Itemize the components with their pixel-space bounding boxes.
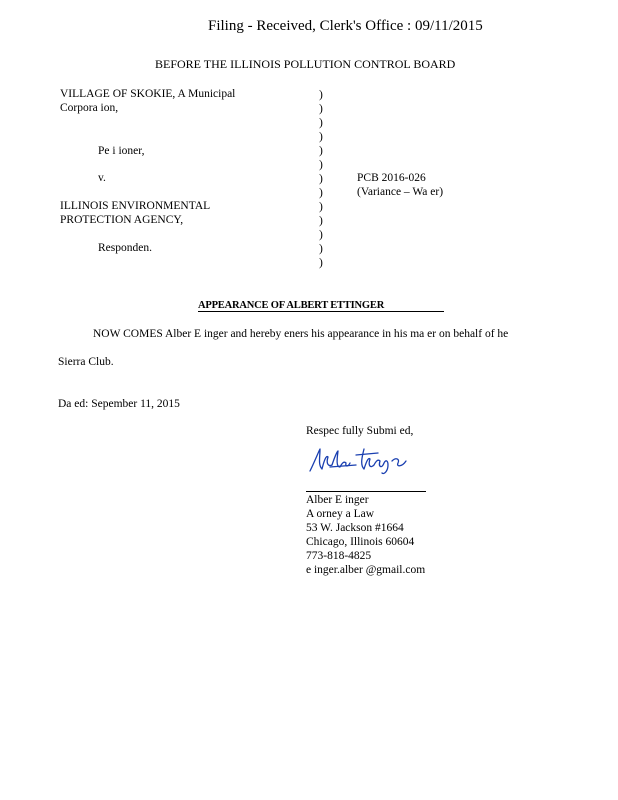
signature-line bbox=[306, 491, 426, 492]
board-heading: BEFORE THE ILLINOIS POLLUTION CONTROL BOARD bbox=[155, 57, 456, 71]
respondent-name-line2: PROTECTION AGENCY, bbox=[60, 214, 184, 226]
caption-parentheses bbox=[319, 88, 323, 270]
respondent-name-line1: ILLINOIS ENVIRONMENTAL bbox=[60, 200, 211, 212]
signer-address: 53 W. Jackson #1664 bbox=[306, 522, 404, 534]
paren: ) bbox=[319, 173, 323, 185]
paren: ) bbox=[319, 187, 323, 199]
closing: Respec fully Submi ed, bbox=[306, 425, 414, 437]
paren: ) bbox=[319, 89, 323, 101]
paren: ) bbox=[319, 229, 323, 241]
paren: ) bbox=[319, 117, 323, 129]
appearance-statement-line2: Sierra Club. bbox=[58, 356, 114, 368]
appearance-statement-line1: NOW COMES Alber E inger and hereby eners his appearance in his ma er on behalf of he bbox=[93, 328, 509, 340]
paren: ) bbox=[319, 103, 323, 115]
filing-stamp: Filing - Received, Clerk's Office : 09/11/2015 bbox=[208, 18, 483, 34]
case-type: (Variance – Wa er) bbox=[357, 186, 444, 198]
versus: v. bbox=[98, 172, 106, 184]
paren: ) bbox=[319, 131, 323, 143]
paren: ) bbox=[319, 257, 323, 269]
paren: ) bbox=[319, 145, 323, 157]
petitioner-name-line2: Corpora ion, bbox=[60, 102, 119, 114]
paren: ) bbox=[319, 159, 323, 171]
date-line: Da ed: Sepember 11, 2015 bbox=[58, 398, 180, 410]
respondent-role: Responden. bbox=[98, 242, 152, 254]
signer-email: e inger.alber @gmail.com bbox=[306, 564, 426, 576]
signer-title: A orney a Law bbox=[306, 508, 375, 520]
case-number: PCB 2016-026 bbox=[357, 172, 426, 184]
handwritten-signature bbox=[308, 443, 418, 480]
signer-phone: 773-818-4825 bbox=[306, 550, 372, 562]
paren: ) bbox=[319, 215, 323, 227]
signer-name: Alber E inger bbox=[306, 494, 369, 506]
petitioner-name-line1: VILLAGE OF SKOKIE, A Municipal bbox=[60, 88, 236, 100]
paren: ) bbox=[319, 201, 323, 213]
paren: ) bbox=[319, 243, 323, 255]
appearance-title: APPEARANCE OF ALBERT ETTINGER bbox=[198, 300, 444, 312]
signer-city: Chicago, Illinois 60604 bbox=[306, 536, 415, 548]
petitioner-role: Pe i ioner, bbox=[98, 145, 145, 157]
